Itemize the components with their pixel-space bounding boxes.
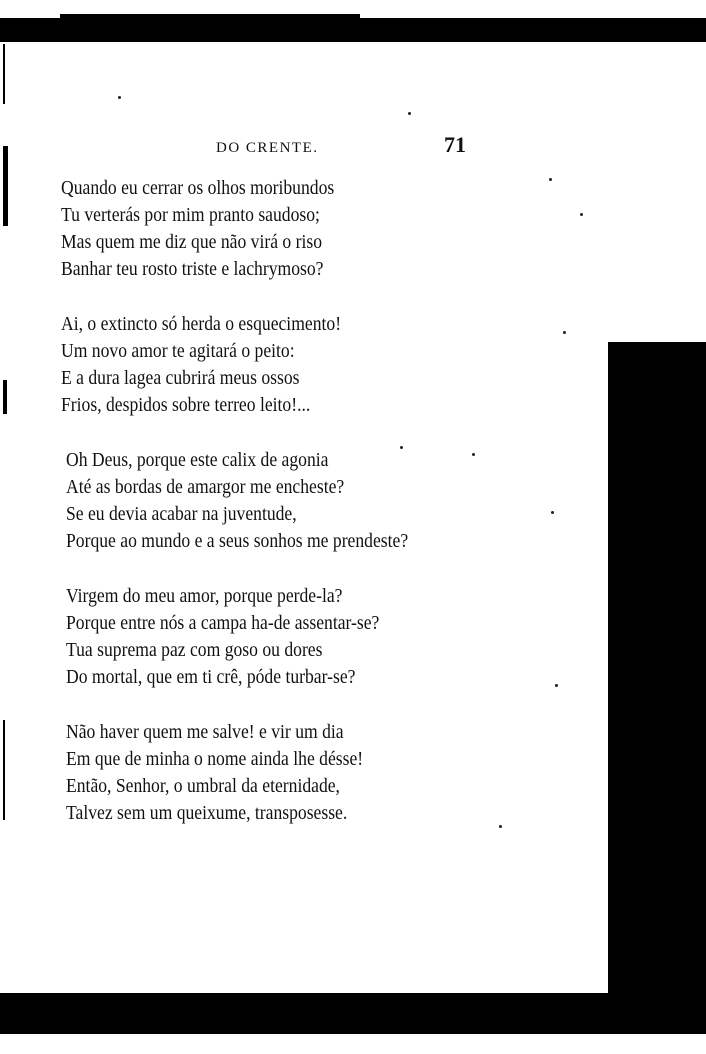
verse-line: Até as bordas de amargor me encheste? — [66, 476, 345, 498]
verse-line: E a dura lagea cubrirá meus ossos — [61, 367, 300, 389]
scan-speck — [408, 112, 411, 115]
scan-speck — [563, 331, 566, 334]
scan-speck — [549, 178, 552, 181]
verse-line: Ai, o extincto só herda o esquecimento! — [61, 313, 342, 335]
verse-line: Banhar teu rosto triste e lachrymoso? — [61, 258, 324, 280]
page-number: 71 — [444, 132, 466, 157]
scan-mark-left — [3, 146, 8, 226]
verse-line: Do mortal, que em ti crê, póde turbar-se? — [66, 666, 356, 688]
scan-speck — [551, 511, 554, 514]
stanza — [61, 311, 501, 419]
verse-line: Então, Senhor, o umbral da eternidade, — [66, 775, 340, 797]
scan-border-top — [0, 18, 706, 42]
stanza — [61, 175, 501, 283]
scan-mark-left — [3, 380, 7, 414]
verse-line: Tu verterás por mim pranto saudoso; — [61, 204, 320, 226]
stanza — [61, 583, 501, 691]
verse-line: Um novo amor te agitará o peito: — [61, 340, 295, 362]
scan-border-bottom — [0, 993, 706, 1031]
verse-line: Não haver quem me salve! e vir um dia — [66, 721, 344, 743]
scan-shadow-right — [608, 342, 706, 993]
verse-line: Mas quem me diz que não virá o riso — [61, 231, 323, 253]
scan-mark-left — [3, 720, 5, 820]
verse-line: Frios, despidos sobre terreo leito!... — [61, 394, 311, 416]
scan-speck — [555, 684, 558, 687]
stanza — [61, 447, 501, 555]
verse-line: Tua suprema paz com goso ou dores — [66, 639, 323, 661]
verse-line: Oh Deus, porque este calix de agonia — [66, 449, 329, 471]
verse-line: Porque ao mundo e a seus sonhos me prendeste? — [66, 530, 409, 552]
scan-shadow-right-notch — [640, 342, 680, 418]
stanza — [61, 719, 501, 827]
scan-mark-left — [3, 44, 5, 104]
scan-border-bottom-edge — [0, 1031, 706, 1034]
verse-line: Talvez sem um queixume, transposesse. — [66, 802, 348, 824]
running-head: DO CRENTE. — [216, 140, 319, 156]
scan-speck — [118, 96, 121, 99]
verse-line: Em que de minha o nome ainda lhe désse! — [66, 748, 364, 770]
verse-line: Quando eu cerrar os olhos moribundos — [61, 177, 335, 199]
verse-line: Se eu devia acabar na juventude, — [66, 503, 297, 525]
scan-border-top-strip — [60, 14, 360, 20]
poem-body — [61, 175, 501, 855]
verse-line: Virgem do meu amor, porque perde-la? — [66, 585, 343, 607]
verse-line: Porque entre nós a campa ha-de assentar-se? — [66, 612, 380, 634]
scan-speck — [580, 213, 583, 216]
